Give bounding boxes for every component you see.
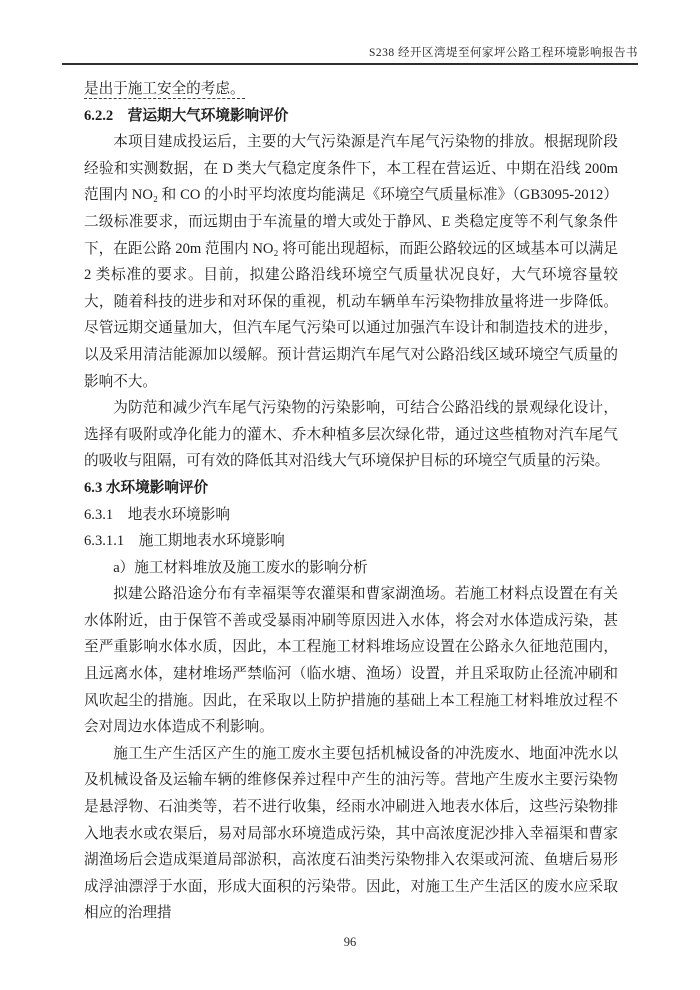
- document-body: [84, 65, 618, 927]
- underlined-text: 是出于施工安全的考虑。: [84, 81, 245, 97]
- section-heading-6-3: 6.3 水环境影响评价: [84, 479, 209, 496]
- carryover-sentence: [84, 76, 618, 103]
- page-header: [62, 0, 638, 65]
- paragraph-material-stockpile-impact: 拟建公路沿途分布有幸福渠等农灌渠和曹家湖渔场。若施工材料点设置在有关水体附近，由于保管不善或受暴雨冲刷等原因进入水体，将会对水体造成污染，甚至严重影响水体水质，因此，本工程施工材料堆场应设置在公路永久征地范围内，且远离水体，建材堆场严禁临河（临水塘、渔场）设置，并且采取防止径流冲刷和风吹起尘的措施。因此，在采取以上防护措施的基础上本工程施工材料堆放过程不会对周边水体造成不利影响。: [84, 586, 618, 736]
- page-footer: [0, 935, 700, 950]
- subitem-a-heading: a）施工材料堆放及施工废水的影响分析: [113, 559, 368, 576]
- header-title: S238 经开区湾堤至何家坪公路工程环境影响报告书: [368, 47, 638, 59]
- section-heading-6-2-2: 6.2.2 营运期大气环境影响评价: [84, 107, 289, 124]
- section-heading-6-3-1: 6.3.1 地表水环境影响: [84, 506, 230, 523]
- section-heading-6-3-1-1: 6.3.1.1 施工期地表水环境影响: [84, 533, 285, 550]
- paragraph-operation-air-impact: 本项目建成投运后，主要的大气污染源是汽车尾气污染物的排放。根据现阶段经验和实测数据，在 D 类大气稳定度条件下，本工程在营运近、中期在沿线 200m 范围内 NO₂ 和 CO 的小时平均浓度均能满足《环境空气质量标准》（GB3095-2012）二级标准要求，而远期由于车流量的增大或处于静风、E 类稳定度等不利气象条件下，在距公路 20m 范围内 NO₂ 将可能出现超标，而距公路较远的区域基本可以满足 2 类标准的要求。目前，拟建公路沿线环境空气质量状况良好，大气环境容量较大，随着科技的进步和对环保的重视，机动车辆单车污染物排放量将进一步降低。尽管远期交通量加大，但汽车尾气污染可以通过加强汽车设计和制造技术的进步，以及采用清洁能源加以缓解。预计营运期汽车尾气对公路沿线区域环境空气质量的影响不大。: [84, 134, 618, 390]
- paragraph-greening-mitigation: 为防范和减少汽车尾气污染物的污染影响，可结合公路沿线的景观绿化设计，选择有吸附或净化能力的灌木、乔木种植多层次绿化带，通过这些植物对汽车尾气的吸收与阻隔，可有效的降低其对沿线大气环境保护目标的环境空气质量的污染。: [84, 400, 618, 470]
- page-number: 96: [343, 935, 357, 949]
- paragraph-construction-wastewater-impact: 施工生产生活区产生的施工废水主要包括机械设备的冲洗废水、地面冲洗水以及机械设备及运输车辆的维修保养过程中产生的油污等。营地产生废水主要污染物是悬浮物、石油类等，若不进行收集，经雨水冲刷进入地表水体后，这些污染物排入地表水或农渠后，易对局部水环境造成污染，其中高浓度泥沙排入幸福渠和曹家湖渔场后会造成渠道局部淤积，高浓度石油类污染物排入农渠或河流、鱼塘后易形成浮油漂浮于水面，形成大面积的污染带。因此，对施工生产生活区的废水应采取相应的治理措: [84, 745, 618, 922]
